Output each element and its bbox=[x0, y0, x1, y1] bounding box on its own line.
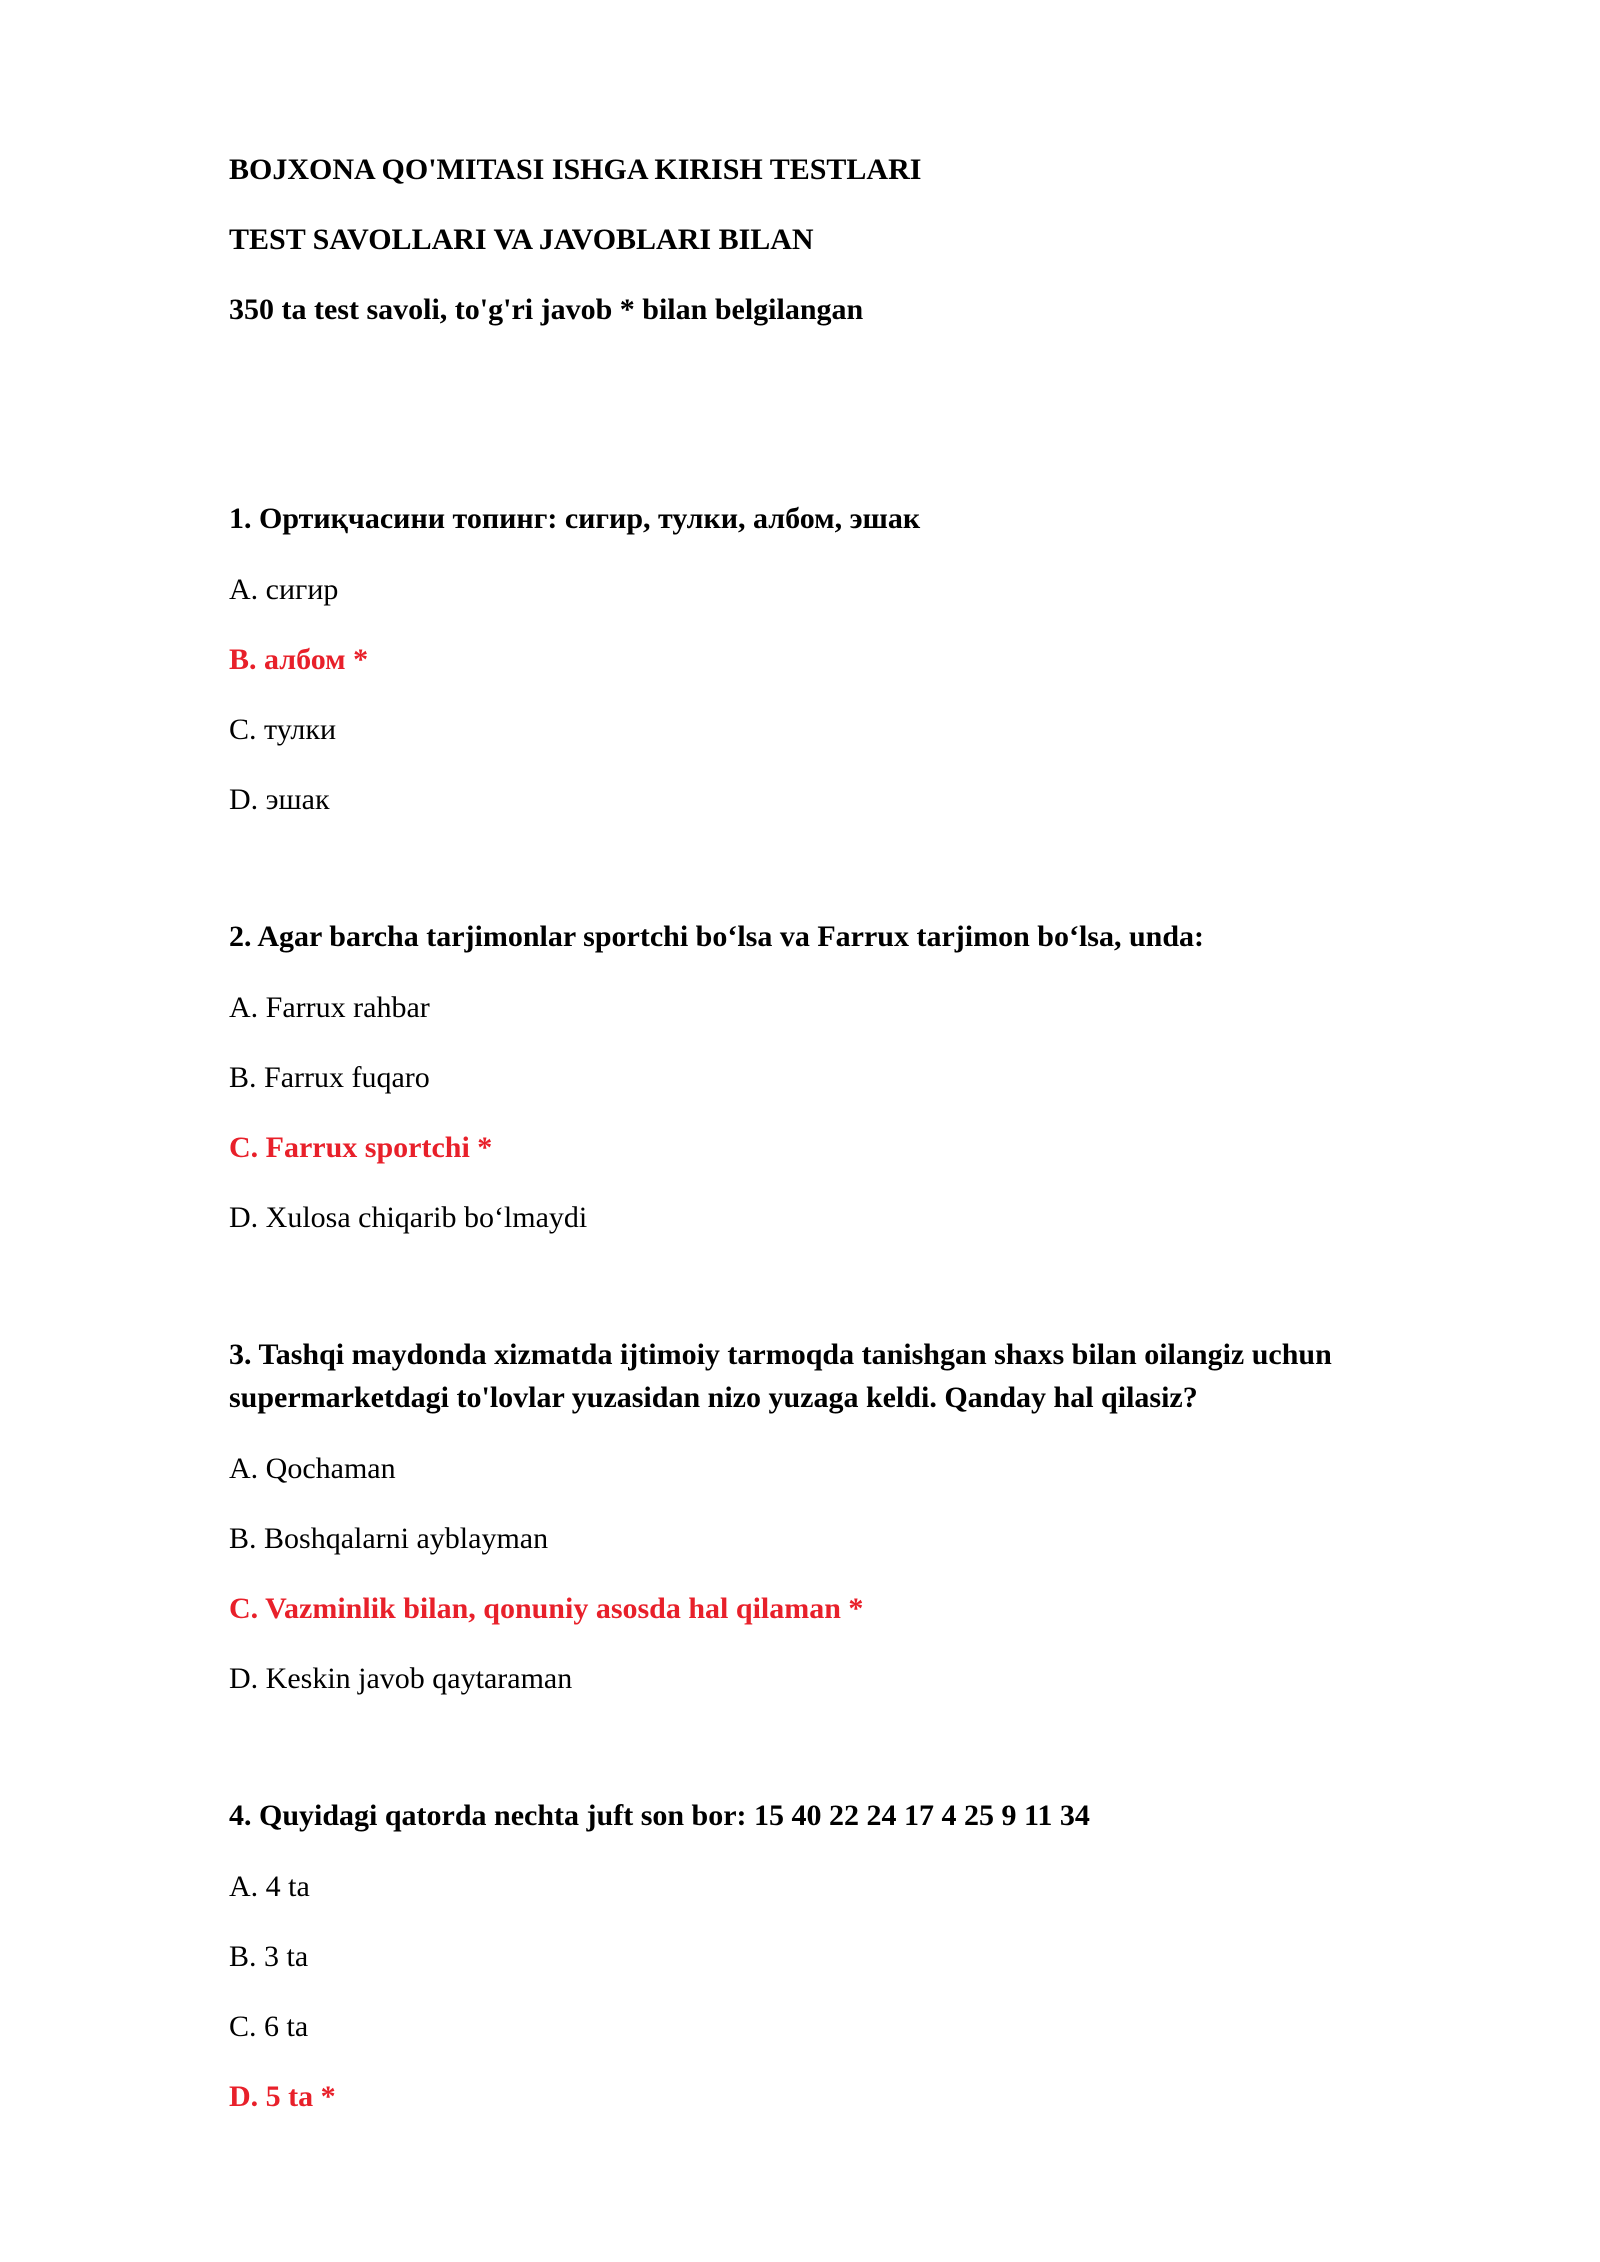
question-2-option-d: D. Xulosa chiqarib bo‘lmaydi bbox=[229, 1201, 588, 1234]
question-3-option-c-correct: C. Vazminlik bilan, qonuniy asosda hal qilaman * bbox=[229, 1592, 864, 1625]
question-4-option-d-correct: D. 5 ta * bbox=[229, 2080, 336, 2113]
question-4-option-a: A. 4 ta bbox=[229, 1870, 310, 1903]
question-3-option-a: A. Qochaman bbox=[229, 1452, 396, 1485]
question-4-option-c: C. 6 ta bbox=[229, 2010, 309, 2043]
document-title: BOJXONA QO'MITASI ISHGA KIRISH TESTLARI bbox=[229, 153, 922, 186]
question-3-option-b: B. Boshqalarni ayblayman bbox=[229, 1522, 549, 1555]
question-3-text: 3. Tashqi maydonda xizmatda ijtimoiy tarmoqda tanishgan shaxs bilan oilangiz uchun supermarketdagi to'lovlar yuzasidan nizo yuzaga keldi. Qanday hal qilasiz? bbox=[229, 1338, 1332, 1414]
question-1-option-a: A. сигир bbox=[229, 573, 339, 606]
document-note: 350 ta test savoli, to'g'ri javob * bilan belgilangan bbox=[229, 293, 864, 326]
question-1-option-d: D. эшак bbox=[229, 783, 330, 816]
question-2-option-b: B. Farrux fuqaro bbox=[229, 1061, 430, 1094]
question-3-option-d: D. Keskin javob qaytaraman bbox=[229, 1662, 573, 1695]
question-1-option-b-correct: B. албом * bbox=[229, 643, 369, 676]
question-2-text: 2. Agar barcha tarjimonlar sportchi bo‘lsa va Farrux tarjimon bo‘lsa, unda: bbox=[229, 920, 1205, 953]
question-4-text: 4. Quyidagi qatorda nechta juft son bor: 15 40 22 24 17 4 25 9 11 34 bbox=[229, 1799, 1090, 1832]
question-1-option-c: C. тулки bbox=[229, 713, 337, 746]
question-2-option-a: A. Farrux rahbar bbox=[229, 991, 430, 1024]
question-4-option-b: B. 3 ta bbox=[229, 1940, 309, 1973]
question-2-option-c-correct: C. Farrux sportchi * bbox=[229, 1131, 493, 1164]
question-1-text: 1. Ортиқчасини топинг: сигир, тулки, албом, эшак bbox=[229, 502, 921, 535]
document-subtitle: TEST SAVOLLARI VA JAVOBLARI BILAN bbox=[229, 223, 814, 256]
